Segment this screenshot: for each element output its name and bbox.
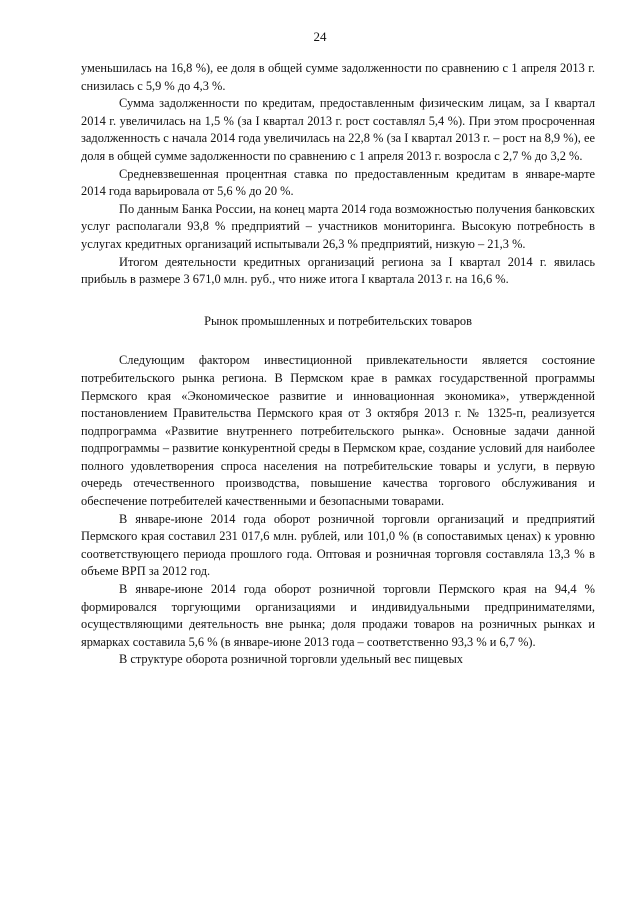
paragraph-food-share: В структуре оборота розничной торговли удельный вес пищевых — [119, 652, 463, 667]
paragraph-profit: Итогом деятельности кредитных организаций региона за I квартал 2014 г. явилась прибыль в размере 3 671,0 млн. руб., что ниже итога I квартала 2013 г. на 16,6 %. — [81, 254, 595, 287]
paragraph-bank-services: По данным Банка России, на конец марта 2014 года возможностью получения банковских услуг располагали 93,8 % предприятий – участников мониторинга. Высокую потребность в услугах кредитных организаций испытывали 26,3 % предприятий, низкую – 21,3 %. — [81, 201, 595, 251]
paragraph-continuation: уменьшилась на 16,8 %), ее доля в общей сумме задолженности по сравнению с 1 апреля 2013 г. снизилась с 5,9 % до 4,3 %. — [81, 61, 595, 93]
paragraph-retail-structure: В январе-июне 2014 года оборот розничной торговли Пермского края на 94,4 % формировался торгующими организациями и индивидуальными предпринимателями, осуществляющими деятельность вне рынка; доля продажи товаров на розничных рынках и ярмарках составила 5,6 % (в январе-июне 2013 года – соответственно 93,3 % и 6,7 %). — [81, 582, 595, 649]
section-heading: Рынок промышленных и потребительских товаров — [204, 313, 472, 328]
paragraph-retail-turnover: В январе-июне 2014 года оборот розничной торговли организаций и предприятий Пермского края составил 231 017,6 млн. рублей, или 101,0 % (в сопоставимых ценах) к уровню соответствующего периода прошлого года. Оптовая и розничная торговля составляла 13,3 % в объеме ВРП за 2012 год. — [81, 511, 595, 579]
paragraph-consumer-market: Следующим фактором инвестиционной привлекательности является состояние потребительского рынка региона. В Пермском крае в рамках государственной программы Пермского края «Экономическое развитие и инновационная экономика», утвержденной постановлением Правительства Пермского края от 3 октября 2013 г. № 1325-п, реализуется подпрограмма «Развитие внутреннего потребительского рынка». Основные задачи данной подпрограммы – развитие конкурентной среды в Пермском крае, создание условий для наиболее полного удовлетворения спроса населения на потребительские товары и услуги, в первую очередь отечественного производства, повышение качества торгового обслуживания и обеспечение потребителей качественными и безопасными товарами. — [81, 353, 595, 509]
paragraph-individual-loans: Сумма задолженности по кредитам, предоставленным физическим лицам, за I квартал 2014 г. увеличилась на 1,5 % (за I квартал 2013 г. рост составлял 5,4 %). При этом просроченная задолженность с начала 2014 года увеличилась на 22,8 % (за I квартал 2013 г. – рост на 8,9 %), ее доля в общей сумме задолженности по сравнению с 1 апреля 2013 г. возросла с 2,7 % до 3,2 %. — [81, 96, 595, 163]
page-content — [81, 60, 595, 669]
page-number: 24 — [313, 29, 327, 44]
paragraph-interest-rate: Средневзвешенная процентная ставка по предоставленным кредитам в январе-марте 2014 года варьировала от 5,6 % до 20 %. — [81, 166, 595, 199]
